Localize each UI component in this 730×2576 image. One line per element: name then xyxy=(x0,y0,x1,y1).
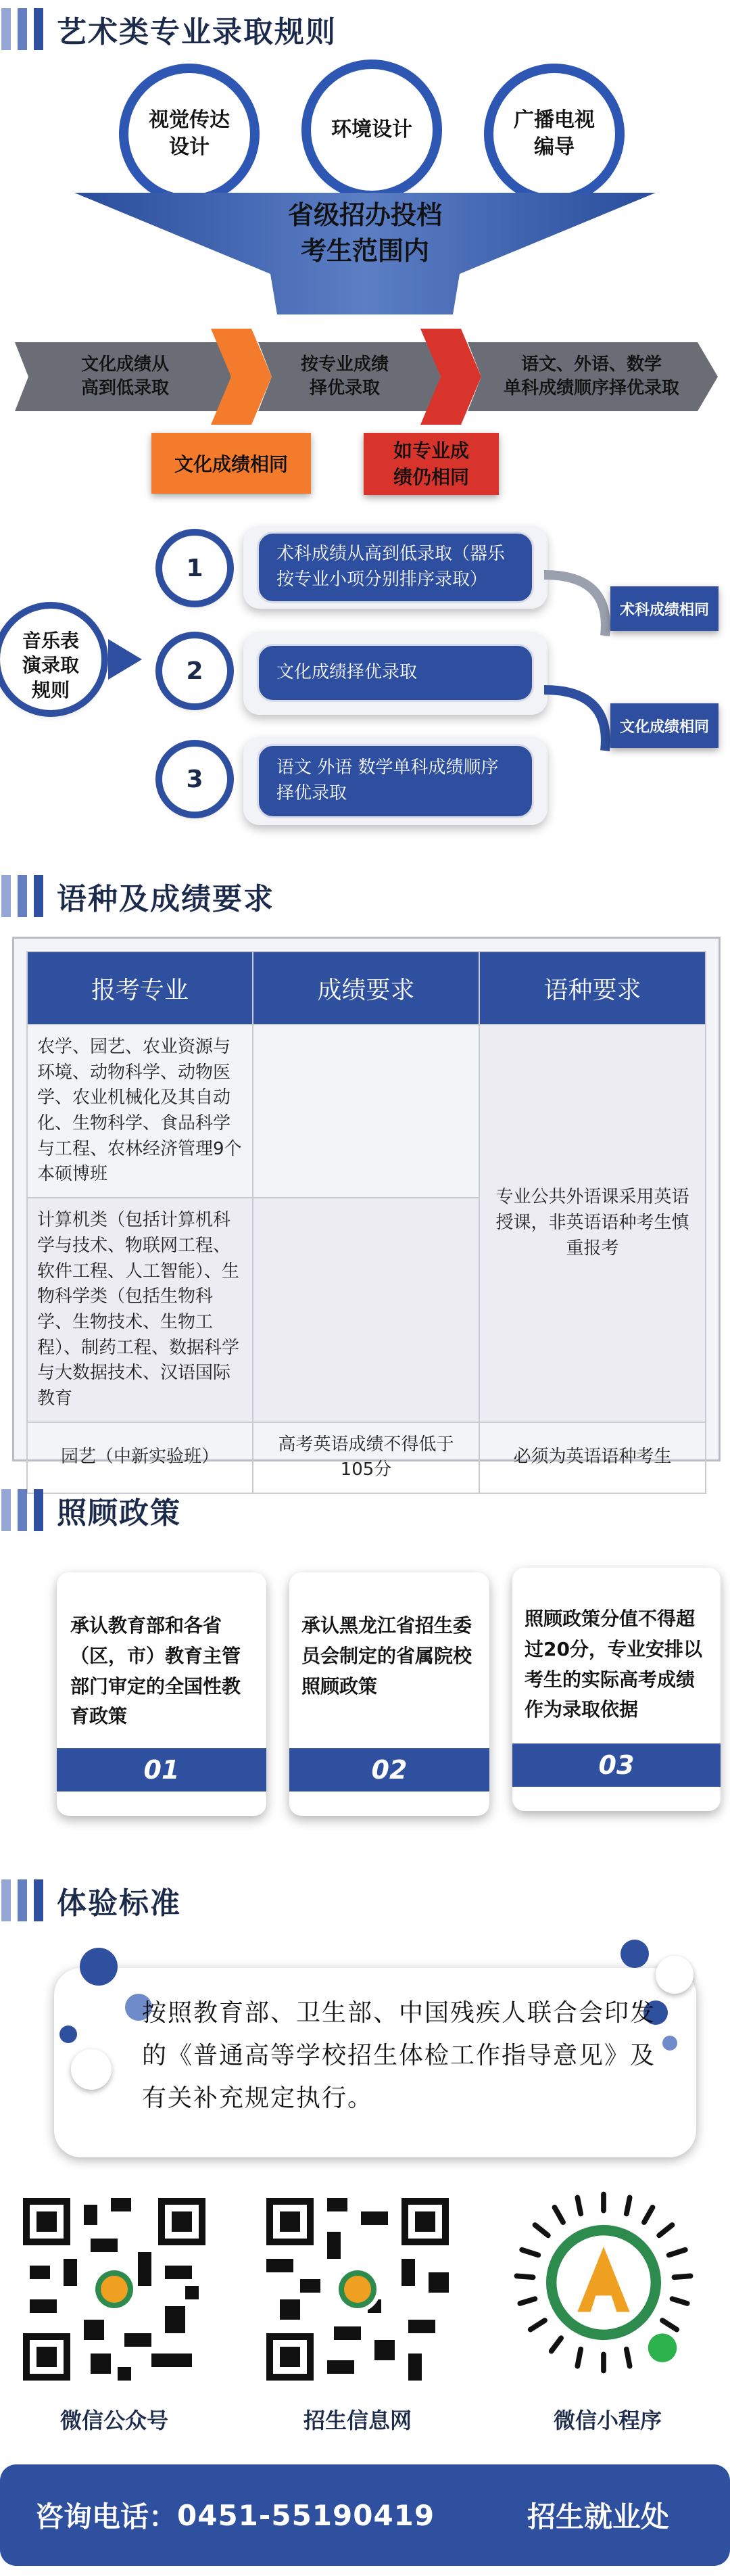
table-cell-score: 高考英语成绩不得低于105分 xyxy=(253,1422,479,1493)
policy-card-1-text: 承认教育部和各省（区，市）教育主管部门审定的全国性教育政策 xyxy=(70,1614,241,1728)
qr-label-wechat-official: 微信公众号 xyxy=(59,2408,168,2433)
section-header-care-policy xyxy=(0,1486,181,1534)
decorative-dot xyxy=(620,1940,649,1968)
decorative-dot xyxy=(662,2036,677,2051)
step-number-1: 1 xyxy=(162,536,227,601)
side-tag-skill-same: 术科成绩相同 xyxy=(610,586,719,631)
table-header-row xyxy=(27,952,706,1025)
section-header-exam xyxy=(0,1877,181,1924)
header-bars-decoration xyxy=(1,8,43,50)
table-cell-major: 农学、园艺、农业资源与环境、动物科学、动物医学、农业机械化及其自动化、生物科学、食品科学与工程、农林经济管理9个本硕博班 xyxy=(27,1025,253,1198)
funnel-text: 省级招办投档 考生范围内 xyxy=(287,200,442,266)
section-title: 照顾政策 xyxy=(57,1496,181,1530)
table-cell-major: 园艺（中新实验班） xyxy=(27,1422,253,1493)
qr-code-wechat-official xyxy=(16,2191,212,2387)
table-header-cell: 报考专业 xyxy=(27,952,253,1025)
curve-arrow-2-icon xyxy=(544,676,618,771)
music-rule-label: 音乐表 演录取 规则 xyxy=(22,630,79,701)
section-title: 语种及成绩要求 xyxy=(57,882,274,916)
header-bars-decoration xyxy=(1,1879,43,1921)
qr-label-admission-site: 招生信息网 xyxy=(303,2408,412,2433)
step-text-3: 语文 外语 数学单科成绩顺序择优录取 xyxy=(257,744,534,818)
decorative-dot xyxy=(656,1956,694,1994)
flow-step-subjects: 语文、外语、数学 单科成绩顺序择优录取 xyxy=(503,354,679,398)
major-label: 视觉传达 设计 xyxy=(149,108,230,159)
table-header-cell: 成绩要求 xyxy=(253,952,479,1025)
section-header-admission xyxy=(0,5,337,53)
phone-number[interactable]: 0451-55190419 xyxy=(177,2498,435,2532)
decorative-dot xyxy=(80,1948,118,1986)
exam-standard-text: 按照教育部、卫生部、中国残疾人联合会印发的《普通高等学校招生体检工作指导意见》及有关补充规定执行。 xyxy=(142,1999,656,2112)
table-cell-score xyxy=(253,1198,479,1422)
section-title: 体验标准 xyxy=(57,1886,181,1921)
section-header-language xyxy=(0,872,274,920)
requirements-table xyxy=(26,951,706,1494)
policy-card-1-number: 01 xyxy=(57,1748,266,1792)
header-bars-decoration xyxy=(1,1489,43,1531)
table-cell-major: 计算机类（包括计算机科学与技术、物联网工程、软件工程、人工智能）、生物科学类（包括生物科学、生物技术、生物工程）、制药工程、数据科学与大数据技术、汉语国际教育 xyxy=(27,1198,253,1422)
decorative-dot xyxy=(59,2025,77,2043)
major-circle-broadcast xyxy=(493,73,615,195)
phone-label: 咨询电话： xyxy=(35,2500,178,2533)
table-row xyxy=(27,1025,706,1198)
policy-card-3-number: 03 xyxy=(512,1743,721,1787)
table-cell-score xyxy=(253,1025,479,1198)
tag-major-same: 如专业成 绩仍相同 xyxy=(364,433,499,495)
table-row xyxy=(27,1422,706,1493)
side-tag-culture-same: 文化成绩相同 xyxy=(610,703,719,748)
step-text-1: 术科成绩从高到低录取（器乐按专业小项分别排序录取） xyxy=(257,532,534,603)
table-cell-language: 专业公共外语课采用英语授课，非英语语种考生慎重报考 xyxy=(479,1025,706,1422)
step-text-2: 文化成绩择优录取 xyxy=(257,644,534,702)
policy-card-3-text: 照顾政策分值不得超过20分，专业安排以考生的实际高考成绩作为录取依据 xyxy=(525,1608,702,1721)
arrow-right-icon xyxy=(108,639,142,680)
section-title: 艺术类专业录取规则 xyxy=(57,15,337,49)
major-circle-environment-design xyxy=(311,69,433,191)
policy-card-2-number: 02 xyxy=(289,1748,489,1792)
table-cell-language: 必须为英语语种考生 xyxy=(479,1422,706,1493)
decorative-dot xyxy=(71,2049,112,2090)
policy-card-2-text: 承认黑龙江省招生委员会制定的省属院校照顾政策 xyxy=(301,1614,472,1697)
contact-footer xyxy=(0,2464,730,2566)
mini-program-code xyxy=(506,2184,702,2381)
step-number-3: 3 xyxy=(162,747,227,812)
major-circle-visual-design xyxy=(128,73,250,195)
table-header-cell: 语种要求 xyxy=(479,952,706,1025)
curve-arrow-1-icon xyxy=(544,561,618,656)
major-label: 广播电视 编导 xyxy=(514,108,595,159)
tag-culture-same: 文化成绩相同 xyxy=(151,433,311,494)
header-bars-decoration xyxy=(1,875,43,917)
flow-step-major: 按专业成绩 择优录取 xyxy=(300,354,389,398)
office-name: 招生就业处 xyxy=(527,2500,669,2533)
qr-label-mini-program: 微信小程序 xyxy=(553,2408,662,2433)
flow-step-culture: 文化成绩从 高到低录取 xyxy=(80,354,169,398)
qr-code-admission-site xyxy=(260,2191,456,2387)
requirements-table-panel xyxy=(12,937,721,1480)
major-label: 环境设计 xyxy=(331,117,412,141)
step-number-2: 2 xyxy=(162,638,227,703)
